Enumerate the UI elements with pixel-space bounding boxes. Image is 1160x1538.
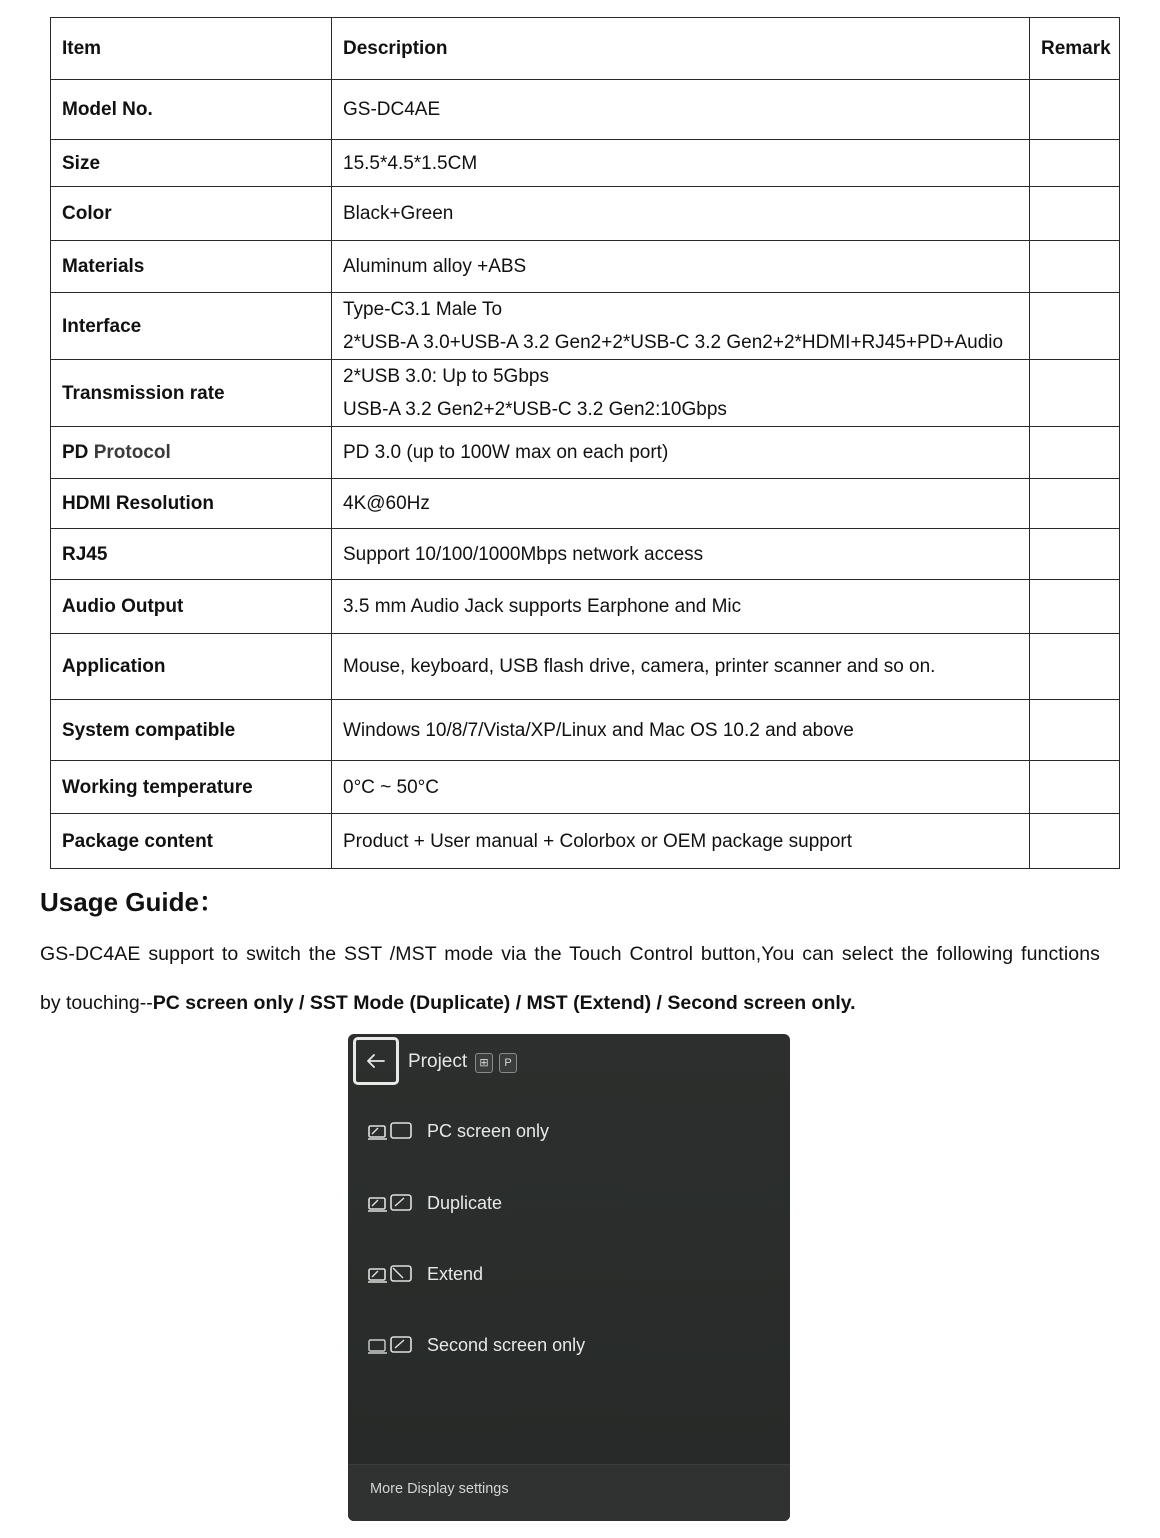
row-item: HDMI Resolution bbox=[51, 479, 332, 529]
row-description: 4K@60Hz bbox=[332, 479, 1030, 529]
back-arrow-icon bbox=[366, 1053, 386, 1069]
pc-screen-only-icon bbox=[368, 1120, 414, 1142]
header-description: Description bbox=[332, 18, 1030, 80]
row-remark bbox=[1030, 761, 1120, 814]
table-header-row bbox=[51, 18, 1120, 80]
row-description: Black+Green bbox=[332, 187, 1030, 241]
spec-table bbox=[50, 17, 1120, 869]
row-item: Size bbox=[51, 140, 332, 187]
row-item: System compatible bbox=[51, 700, 332, 761]
option-duplicate[interactable] bbox=[368, 1188, 502, 1218]
row-remark bbox=[1030, 529, 1120, 580]
usage-guide-line-1: GS-DC4AE support to switch the SST /MST mode via the Touch Control button,You can select the following functions bbox=[40, 943, 1100, 965]
more-display-settings-link[interactable]: More Display settings bbox=[370, 1481, 509, 1497]
row-remark bbox=[1030, 241, 1120, 293]
second-screen-only-icon bbox=[368, 1334, 414, 1356]
row-description: PD 3.0 (up to 100W max on each port) bbox=[332, 427, 1030, 479]
table-row bbox=[51, 479, 1120, 529]
row-remark bbox=[1030, 427, 1120, 479]
description-line: 2*USB 3.0: Up to 5Gbps bbox=[343, 366, 549, 387]
row-remark bbox=[1030, 140, 1120, 187]
table-row bbox=[51, 293, 1120, 360]
option-label: Extend bbox=[427, 1263, 484, 1284]
description-line: Type-C3.1 Male To bbox=[343, 299, 503, 320]
row-item: Working temperature bbox=[51, 761, 332, 814]
panel-title: Project bbox=[408, 1051, 468, 1072]
row-item: Package content bbox=[51, 814, 332, 869]
table-row bbox=[51, 140, 1120, 187]
table-row bbox=[51, 360, 1120, 427]
row-remark bbox=[1030, 700, 1120, 761]
table-row bbox=[51, 241, 1120, 293]
table-row bbox=[51, 814, 1120, 869]
row-description: Windows 10/8/7/Vista/XP/Linux and Mac OS 10.2 and above bbox=[332, 700, 1030, 761]
option-label: PC screen only bbox=[427, 1120, 550, 1141]
table-row bbox=[51, 700, 1120, 761]
table-row bbox=[51, 187, 1120, 241]
row-description bbox=[332, 360, 1030, 427]
row-remark bbox=[1030, 293, 1120, 360]
row-description: 0°C ~ 50°C bbox=[332, 761, 1030, 814]
project-panel-screenshot bbox=[348, 1034, 790, 1521]
row-item bbox=[51, 427, 332, 479]
row-description: 15.5*4.5*1.5CM bbox=[332, 140, 1030, 187]
p-key-badge: P bbox=[499, 1053, 517, 1073]
row-item: Model No. bbox=[51, 80, 332, 140]
row-remark bbox=[1030, 80, 1120, 140]
row-description: Mouse, keyboard, USB flash drive, camera, printer scanner and so on. bbox=[332, 634, 1030, 700]
row-remark bbox=[1030, 814, 1120, 869]
option-label: Second screen only bbox=[427, 1334, 586, 1355]
row-item: Transmission rate bbox=[51, 360, 332, 427]
header-item: Item bbox=[51, 18, 332, 80]
row-remark bbox=[1030, 634, 1120, 700]
row-item-part: Protocol bbox=[93, 442, 171, 463]
row-item: Materials bbox=[51, 241, 332, 293]
header-remark: Remark bbox=[1030, 18, 1120, 80]
option-second-screen-only[interactable] bbox=[368, 1330, 585, 1360]
table-row bbox=[51, 80, 1120, 140]
row-item: Color bbox=[51, 187, 332, 241]
table-row bbox=[51, 580, 1120, 634]
table-row bbox=[51, 427, 1120, 479]
panel-footer bbox=[348, 1464, 790, 1521]
row-description bbox=[332, 293, 1030, 360]
extend-icon bbox=[368, 1263, 414, 1285]
row-item: Audio Output bbox=[51, 580, 332, 634]
windows-key-icon: ⊞ bbox=[475, 1053, 493, 1073]
back-button[interactable] bbox=[353, 1037, 399, 1085]
usage-guide-modes: PC screen only / SST Mode (Duplicate) / MST (Extend) / Second screen only. bbox=[152, 992, 856, 1014]
table-row bbox=[51, 761, 1120, 814]
usage-guide-prefix: by touching-- bbox=[40, 992, 153, 1014]
usage-guide-line-2 bbox=[40, 992, 856, 1015]
row-description: Product + User manual + Colorbox or OEM package support bbox=[332, 814, 1030, 869]
row-remark bbox=[1030, 580, 1120, 634]
row-remark bbox=[1030, 187, 1120, 241]
description-line: USB-A 3.2 Gen2+2*USB-C 3.2 Gen2:10Gbps bbox=[343, 399, 727, 420]
usage-guide-title: Usage Guide： bbox=[40, 887, 225, 917]
row-item: RJ45 bbox=[51, 529, 332, 580]
row-item: Application bbox=[51, 634, 332, 700]
row-description: Aluminum alloy +ABS bbox=[332, 241, 1030, 293]
option-label: Duplicate bbox=[427, 1192, 503, 1213]
description-line: 2*USB-A 3.0+USB-A 3.2 Gen2+2*USB-C 3.2 Gen2+2*HDMI+RJ45+PD+Audio bbox=[343, 332, 1004, 353]
table-row bbox=[51, 529, 1120, 580]
row-description: GS-DC4AE bbox=[332, 80, 1030, 140]
option-pc-screen-only[interactable] bbox=[368, 1116, 549, 1146]
row-description: Support 10/100/1000Mbps network access bbox=[332, 529, 1030, 580]
table-row bbox=[51, 634, 1120, 700]
duplicate-icon bbox=[368, 1192, 414, 1214]
row-description: 3.5 mm Audio Jack supports Earphone and Mic bbox=[332, 580, 1030, 634]
row-item: Interface bbox=[51, 293, 332, 360]
row-remark bbox=[1030, 479, 1120, 529]
option-extend[interactable] bbox=[368, 1259, 483, 1289]
row-remark bbox=[1030, 360, 1120, 427]
row-item-part: PD bbox=[62, 442, 89, 463]
